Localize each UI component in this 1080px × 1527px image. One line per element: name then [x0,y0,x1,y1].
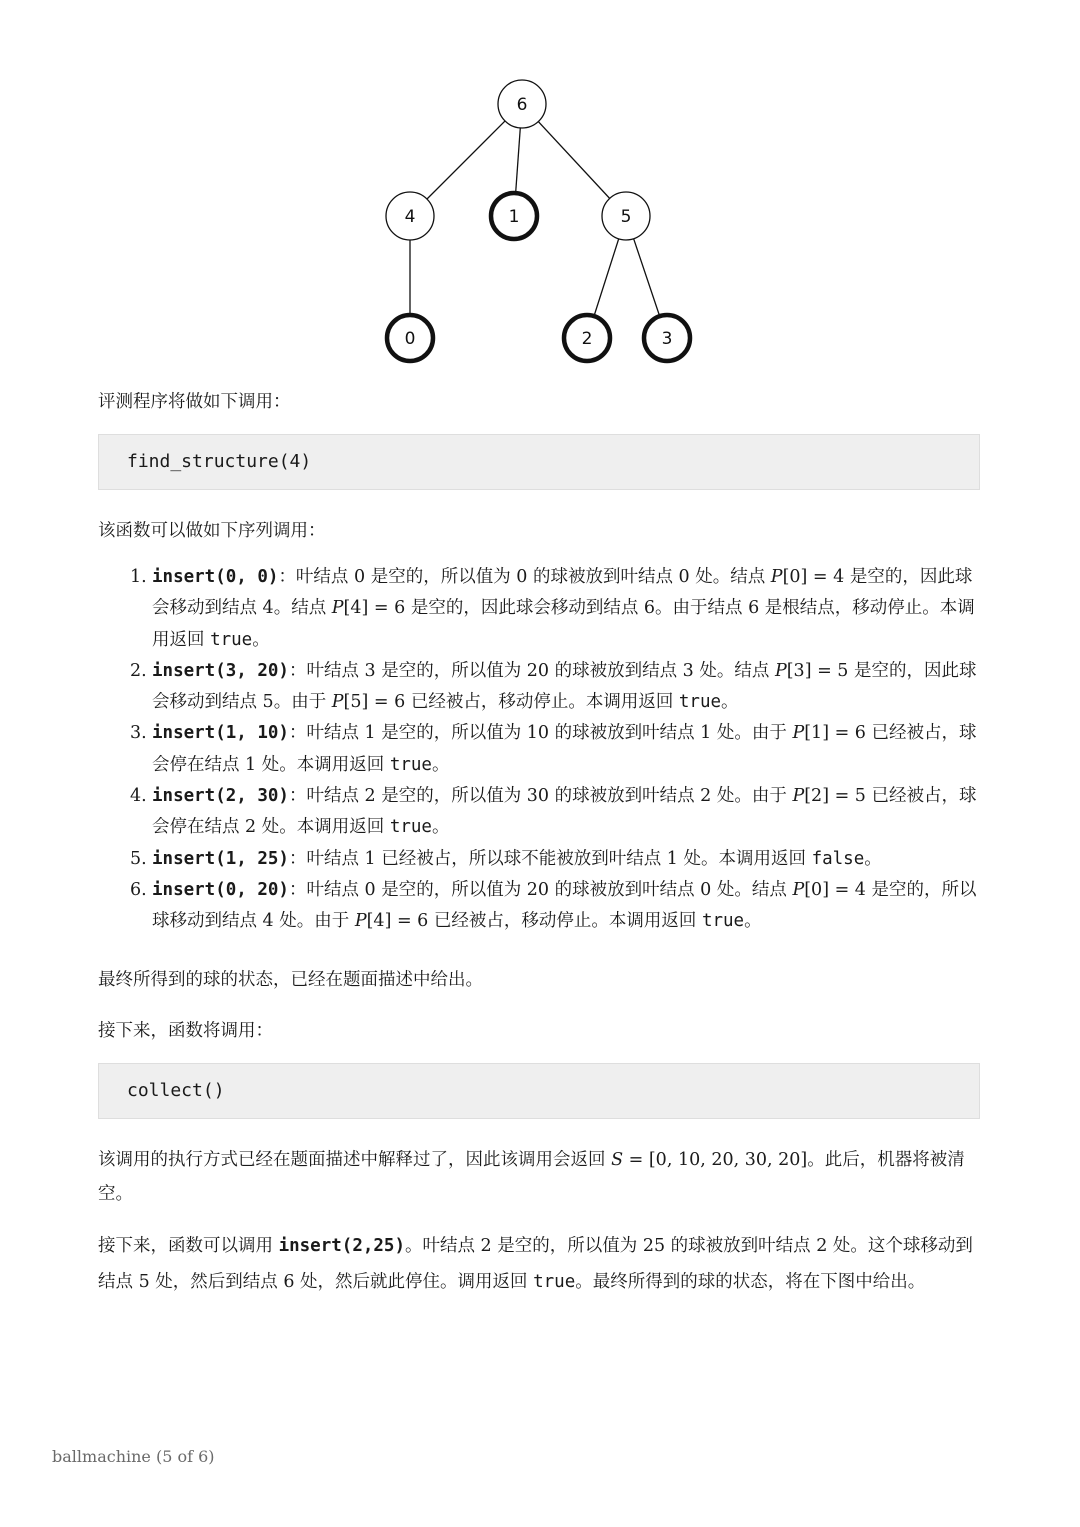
call-code: insert(2,25) [278,1236,405,1256]
list-item: 1. insert(0, 0)：叶结点 0 是空的，所以值为 0 的球被放到叶结点 0 处。结点 P[0] = 4 是空的，因此球会移动到结点 4。结点 P[4] = 6 是空的，因此球会移动到结点 6。由于结点 6 是根结点，移动停止。本调用返回 true。 [98,562,982,656]
tree-node-3 [644,315,690,361]
math-expr: S = [0, 10, 20, 30, 20] [611,1150,808,1170]
return-value: true [701,911,745,932]
tree-node-label: 5 [620,207,632,227]
list-item: 5. insert(1, 25)：叶结点 1 已经被占，所以球不能被放到叶结点 1 处。本调用返回 false。 [98,844,982,875]
return-value: true [389,754,432,775]
call-sequence-list [98,562,982,938]
list-number: 5. [130,848,147,869]
list-number: 1. [130,567,147,587]
return-value: true [389,817,432,838]
insert-explanation: 接下来，函数可以调用 insert(2,25)。叶结点 2 是空的，所以值为 25 的球被放到叶结点 2 处。这个球移动到结点 5 处，然后到结点 6 处，然后就此停住。调用返回 true。最终所得到的球的状态，将在下图中给出。 [98,1236,973,1292]
call-code: insert(1, 25) [152,848,289,869]
list-item: 4. insert(2, 30)：叶结点 2 是空的，所以值为 30 的球被放到叶结点 2 处。由于 P[2] = 5 已经被占，球会停在结点 2 处。本调用返回 true。 [98,781,982,844]
tree-node-4 [386,192,434,240]
call-code: insert(1, 10) [152,723,289,744]
math-expr: P[3] = 5 [774,660,849,681]
list-item: 6. insert(0, 20)：叶结点 0 是空的，所以值为 20 的球被放到叶结点 0 处。结点 P[0] = 4 是空的，所以球移动到结点 4 处。由于 P[4] = 6 已经被占，移动停止。本调用返回 true。 [98,875,982,938]
tree-node-label: 2 [581,329,593,349]
intro-sequence-text: 该函数可以做如下序列调用： [98,521,326,541]
intro-text: 评测程序将做如下调用： [98,392,291,412]
collect-explanation: 该调用的执行方式已经在题面描述中解释过了，因此该调用会返回 S = [0, 10, 20, 30, 20]。此后，机器将被清空。 [98,1150,965,1204]
call-code: insert(0, 0) [152,567,279,587]
return-value: false [811,848,865,869]
return-value: true [533,1272,576,1292]
tree-node-2 [564,315,610,361]
tree-node-0 [387,315,433,361]
tree-node-1 [491,193,537,239]
tree-node-label: 4 [404,207,416,227]
tree-node-label: 0 [404,329,416,349]
list-item: 3. insert(1, 10)：叶结点 1 是空的，所以值为 10 的球被放到叶结点 1 处。由于 P[1] = 6 已经被占，球会停在结点 1 处。本调用返回 true。 [98,718,982,781]
math-expr: P[1] = 6 [792,723,866,744]
call-code: insert(3, 20) [152,660,289,681]
math-expr: P[4] = 6 [354,911,429,932]
code-block-find-structure: find_structure(4) [98,434,980,490]
page-footer: ballmachine (5 of 6) [52,1447,215,1466]
tree-diagram [0,0,1080,380]
math-expr: P[0] = 4 [770,567,845,587]
tree-node-6 [498,80,546,128]
list-number: 3. [130,723,147,744]
call-code: insert(2, 30) [152,786,289,807]
call-code: insert(0, 20) [152,879,289,900]
math-expr: P[5] = 6 [331,692,406,713]
math-expr: P[4] = 6 [331,598,406,619]
return-value: true [210,629,253,650]
tree-node-label: 6 [516,95,528,115]
tree-node-label: 1 [508,207,520,227]
list-item: 2. insert(3, 20)：叶结点 3 是空的，所以值为 20 的球被放到结点 3 处。结点 P[3] = 5 是空的，因此球会移动到结点 5。由于 P[5] = 6 已经被占，移动停止。本调用返回 true。 [98,656,982,719]
tree-node-label: 3 [661,329,673,349]
next-call-text: 接下来，函数将调用： [98,1021,273,1041]
code-block-collect: collect() [98,1063,980,1119]
math-expr: P[0] = 4 [792,879,866,900]
list-number: 4. [130,786,147,807]
tree-node-5 [602,192,650,240]
final-state-text: 最终所得到的球的状态，已经在题面描述中给出。 [98,970,483,990]
math-expr: P[2] = 5 [792,786,866,807]
return-value: true [678,692,722,713]
list-number: 2. [130,660,147,681]
list-number: 6. [130,879,147,900]
